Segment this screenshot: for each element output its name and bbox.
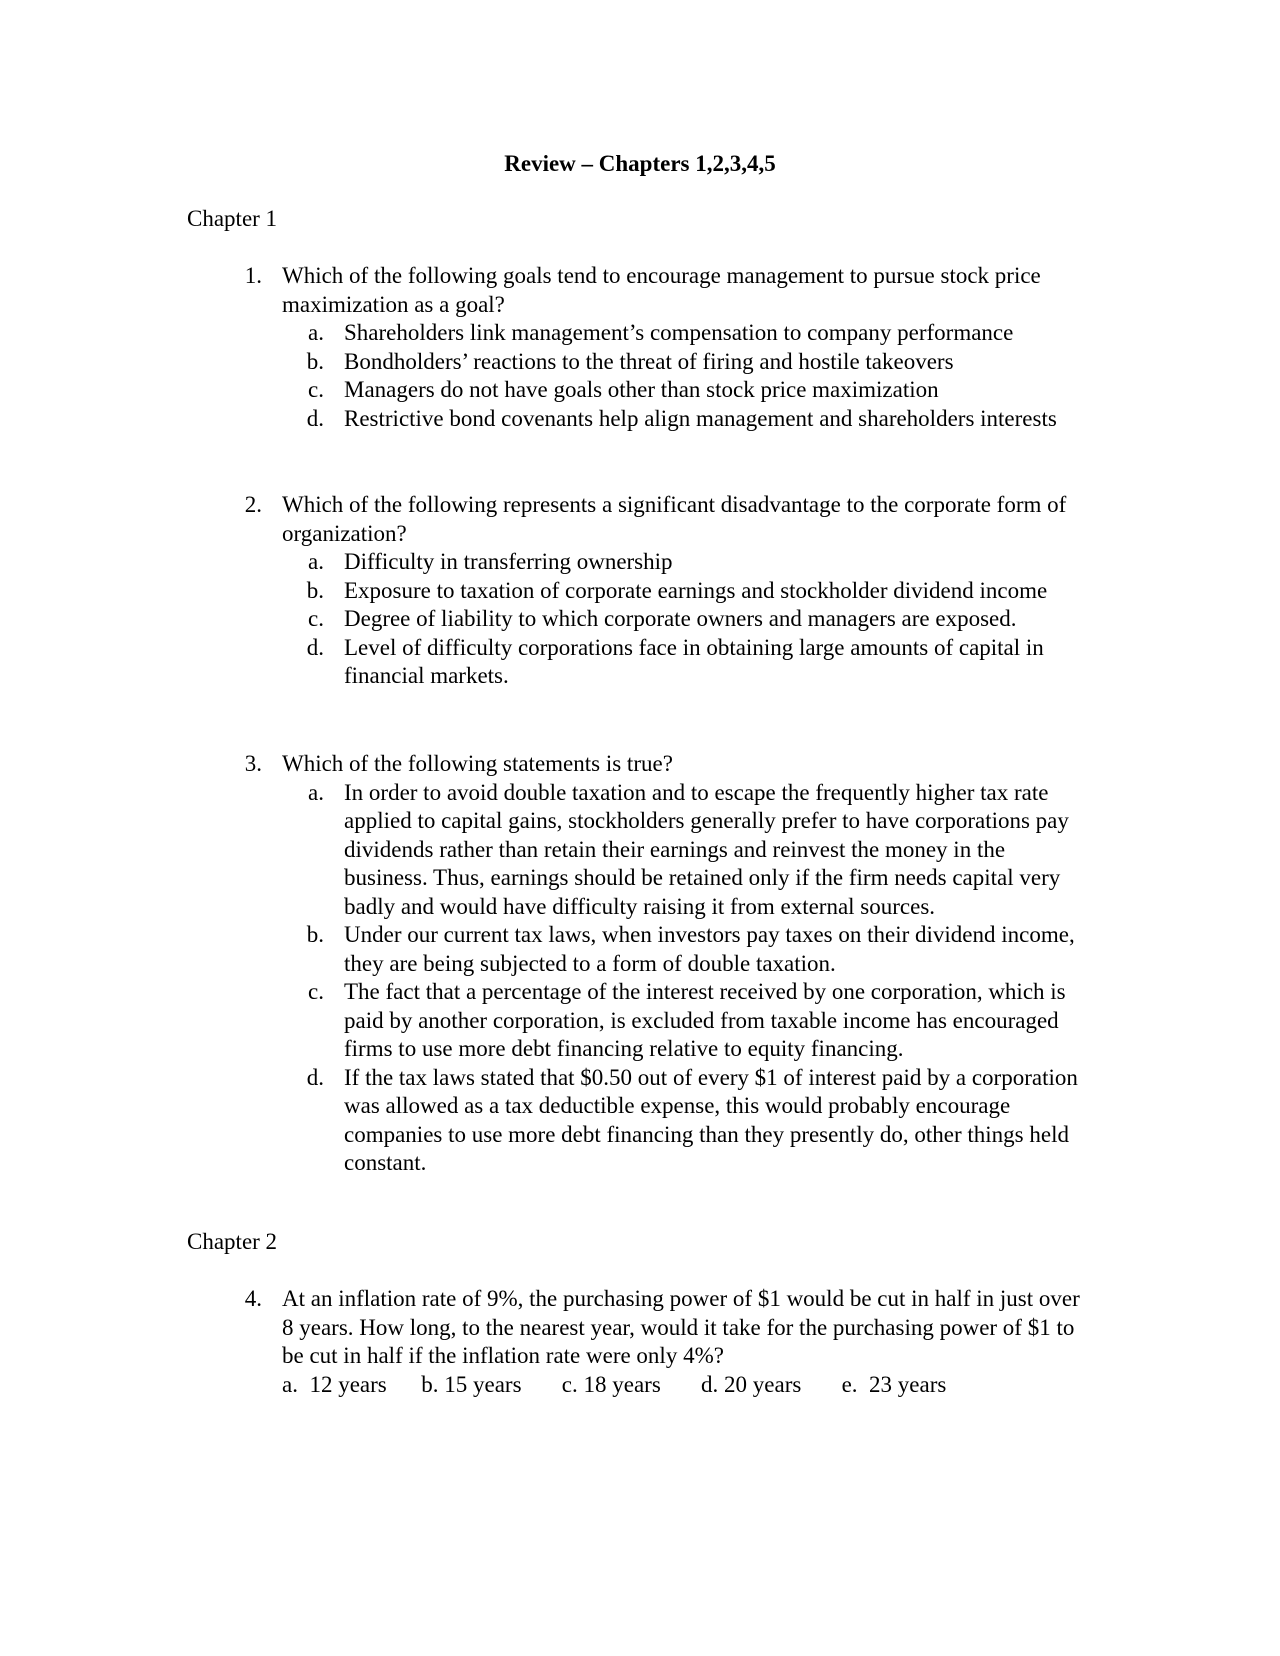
question-1 xyxy=(220,262,1090,433)
option-item xyxy=(282,605,1090,634)
option-text: Restrictive bond covenants help align management and shareholders interests xyxy=(344,405,1057,431)
option-text: Level of difficulty corporations face in obtaining large amounts of capital in financial markets. xyxy=(344,634,1044,688)
question-number: 2. xyxy=(244,492,262,517)
option-text: 23 years xyxy=(869,1371,947,1397)
option-text: Under our current tax laws, when investors pay taxes on their dividend income, they are being subjected to a form of double taxation. xyxy=(344,922,1075,976)
inline-option-list xyxy=(282,1371,1090,1400)
option-item xyxy=(282,1064,1090,1178)
option-item xyxy=(282,779,1090,922)
option-item xyxy=(842,1371,947,1400)
option-letter: a. xyxy=(308,779,324,805)
option-letter: c. xyxy=(308,979,324,1004)
option-text: In order to avoid double taxation and to escape the frequently higher tax rate applied to capital gains, stockholders generally prefer to have corporations pay dividends rather than retain their earnings and reinvest the money in the business. Thus, earnings should be retained only if the firm needs capital very badly and would have difficulty raising it from external sources. xyxy=(344,779,1069,919)
option-item xyxy=(562,1371,661,1400)
option-item xyxy=(701,1371,801,1400)
option-letter: e. xyxy=(841,1371,858,1397)
option-text: If the tax laws stated that $0.50 out of every $1 of interest paid by a corporation was allowed as a tax deductible expense, this would probably encourage companies to use more debt financing than they presently do, other things held constant. xyxy=(344,1064,1078,1175)
option-text: Managers do not have goals other than stock price maximization xyxy=(344,377,939,402)
option-item xyxy=(282,548,1090,577)
option-letter: b. xyxy=(306,348,324,374)
option-list xyxy=(282,319,1090,433)
option-item xyxy=(282,978,1090,1064)
question-number: 4. xyxy=(244,1286,262,1311)
option-text: Bondholders’ reactions to the threat of firing and hostile takeovers xyxy=(344,348,954,374)
option-letter: b. xyxy=(306,577,324,603)
option-letter: c. xyxy=(308,377,324,402)
option-letter: d. xyxy=(306,1064,324,1090)
option-item xyxy=(421,1371,521,1400)
option-text: Difficulty in transferring ownership xyxy=(344,549,673,574)
option-text: 15 years xyxy=(444,1371,522,1397)
option-letter: a. xyxy=(282,1371,298,1397)
question-text: Which of the following goals tend to encourage management to pursue stock price maximization as a goal? xyxy=(282,263,1041,317)
question-2 xyxy=(220,491,1090,691)
option-letter: d. xyxy=(306,634,324,660)
question-text: Which of the following statements is true? xyxy=(282,751,673,776)
chapter-heading-1: Chapter 1 xyxy=(187,206,278,231)
question-4 xyxy=(220,1285,1090,1399)
question-3 xyxy=(220,750,1090,1178)
option-letter: c. xyxy=(308,606,324,631)
option-letter: d. xyxy=(306,405,324,431)
option-item xyxy=(282,1371,387,1400)
question-number: 3. xyxy=(244,751,262,776)
option-item xyxy=(282,405,1090,434)
option-text: Shareholders link management’s compensation to company performance xyxy=(344,320,1014,345)
question-number: 1. xyxy=(244,263,262,288)
option-letter: b. xyxy=(421,1371,439,1397)
option-text: Degree of liability to which corporate owners and managers are exposed. xyxy=(344,606,1017,631)
option-letter: a. xyxy=(308,549,324,574)
option-letter: c. xyxy=(561,1371,578,1397)
option-text: Exposure to taxation of corporate earnings and stockholder dividend income xyxy=(344,577,1048,603)
option-letter: b. xyxy=(306,922,324,947)
option-item xyxy=(282,634,1090,691)
question-text: Which of the following represents a significant disadvantage to the corporate form of organization? xyxy=(282,492,1067,546)
option-list xyxy=(282,548,1090,691)
option-letter: d. xyxy=(701,1371,719,1397)
option-list xyxy=(282,779,1090,1178)
option-item xyxy=(282,348,1090,377)
option-text: 18 years xyxy=(583,1371,661,1397)
option-text: 20 years xyxy=(724,1371,802,1397)
option-item xyxy=(282,577,1090,606)
chapter-heading-2: Chapter 2 xyxy=(187,1229,278,1254)
option-text: The fact that a percentage of the interest received by one corporation, which is paid by another corporation, is excluded from taxable income has encouraged firms to use more debt financing relative to equity financing. xyxy=(344,979,1066,1061)
option-item xyxy=(282,376,1090,405)
page-title: Review – Chapters 1,2,3,4,5 xyxy=(504,151,776,176)
option-item xyxy=(282,319,1090,348)
option-item xyxy=(282,921,1090,978)
question-text: At an inflation rate of 9%, the purchasing power of $1 would be cut in half in just over 8 years. How long, to the nearest year, would it take for the purchasing power of $1 to be cut in half if the inflation rate were only 4%? xyxy=(282,1286,1080,1368)
option-letter: a. xyxy=(308,320,324,345)
option-text: 12 years xyxy=(309,1371,387,1397)
